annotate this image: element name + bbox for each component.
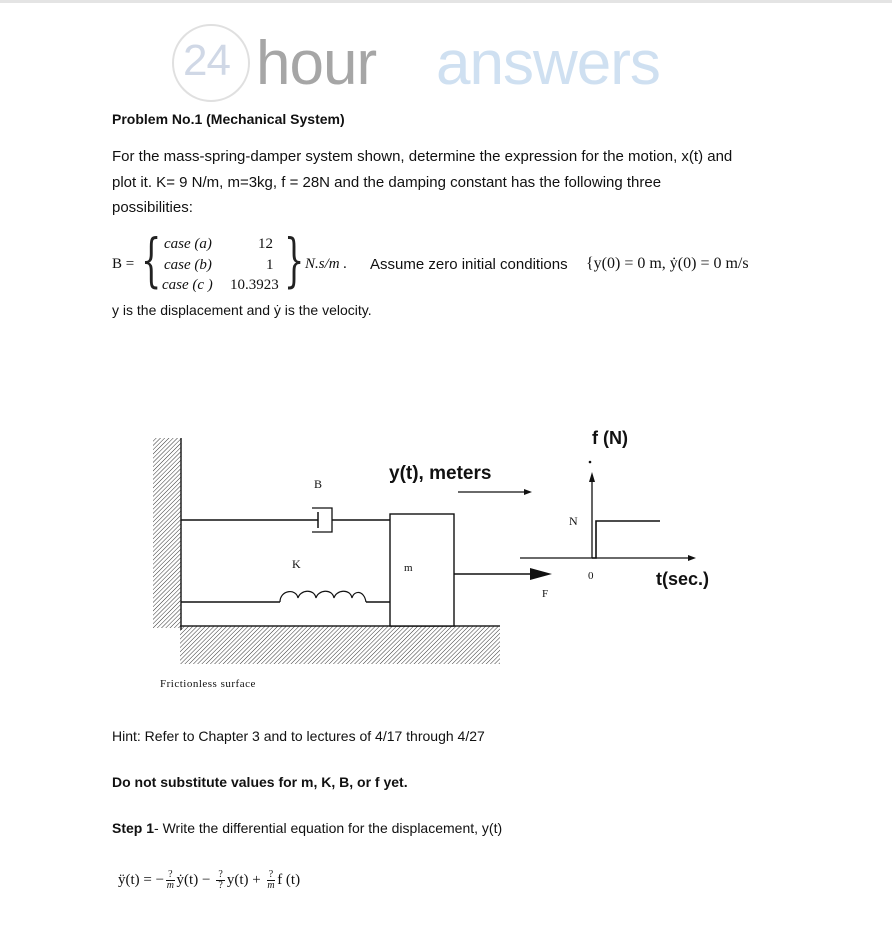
case-b-label: case (b) — [164, 257, 212, 273]
hint-text: Hint: Refer to Chapter 3 and to lectures of 4/17 through 4/27 — [112, 728, 485, 744]
eq-frac-2-num: ? — [218, 868, 223, 880]
t-axis-label: t(sec.) — [656, 569, 710, 589]
eq-frac-2 — [216, 870, 224, 891]
velocity-note: y is the displacement and ẏ is the velocity. — [112, 302, 372, 318]
step-1-text: - Write the differential equation for the displacement, y(t) — [154, 820, 503, 836]
wall — [153, 438, 181, 628]
logo-word-answers: answers — [436, 29, 660, 98]
eq-frac-1-num: ? — [168, 868, 173, 880]
case-a-value: 12 — [258, 236, 273, 252]
eq-term-2: y(t) + — [226, 871, 261, 888]
eq-frac-3-num: ? — [268, 868, 274, 880]
eq-frac-2-den: ? — [218, 879, 223, 891]
assume-text: Assume zero initial conditions — [370, 256, 568, 273]
right-brace: } — [284, 226, 305, 294]
eq-term-1: ẏ(t) − — [176, 871, 211, 888]
damping-unit: N.s/m . — [305, 256, 348, 272]
case-c-label: case (c ) — [162, 277, 213, 293]
eq-frac-1-den: m — [166, 879, 174, 891]
eq-frac-3-den: m — [267, 879, 275, 891]
case-a-label: case (a) — [164, 236, 212, 252]
case-b-value: 1 — [266, 257, 274, 273]
initial-conditions: {y(0) = 0 m, ẏ(0) = 0 m/s — [586, 255, 749, 272]
mass-block — [390, 514, 454, 626]
frictionless-label: Frictionless surface — [160, 678, 256, 690]
eq-lhs: ÿ(t) = − — [118, 871, 165, 888]
label-m: m — [404, 562, 413, 574]
case-c-value: 10.3923 — [230, 277, 279, 293]
problem-title: Problem No.1 (Mechanical System) — [112, 111, 345, 127]
site-logo — [172, 24, 692, 104]
eq-term-3: f (t) — [277, 871, 301, 888]
y-label: y(t), meters — [389, 463, 492, 484]
cases-lhs: B = — [112, 256, 135, 272]
eq-frac-3 — [267, 870, 275, 891]
ground — [180, 626, 500, 664]
logo-number: 24 — [183, 36, 230, 85]
differential-equation — [118, 860, 300, 900]
do-not-substitute: Do not substitute values for m, K, B, or f yet. — [112, 774, 408, 790]
step-1-label: Step 1 — [112, 820, 155, 836]
label-zero: 0 — [588, 570, 594, 582]
intro-line-1: For the mass-spring-damper system shown, determine the expression for the motion, x(t) and — [112, 148, 733, 165]
f-axis-label: f (N) — [592, 428, 628, 448]
label-F: F — [542, 588, 549, 600]
left-brace: { — [141, 226, 162, 294]
logo-word-hour: hour — [256, 29, 377, 98]
intro-line-3: possibilities: — [112, 199, 193, 216]
label-B: B — [314, 477, 323, 491]
label-N: N — [569, 514, 578, 528]
label-K: K — [292, 557, 301, 571]
spring-coils — [280, 591, 366, 602]
intro-line-2: plot it. K= 9 N/m, m=3kg, f = 28N and the damping constant has the following three — [112, 174, 662, 191]
step-1 — [112, 820, 502, 836]
eq-frac-1 — [166, 870, 174, 891]
top-border — [0, 0, 892, 3]
